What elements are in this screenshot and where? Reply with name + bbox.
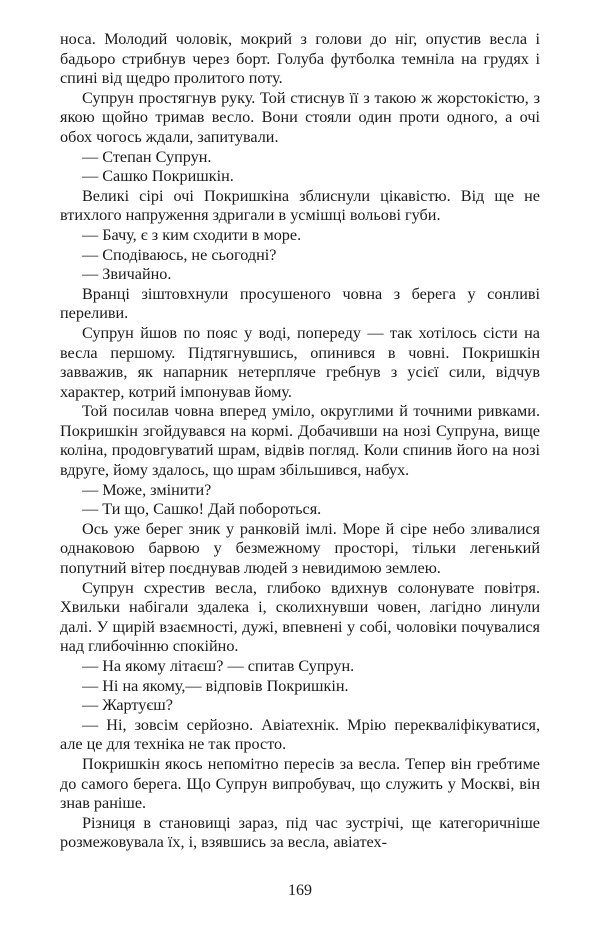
paragraph: Супрун схрестив весла, глибоко вдихнув солонувате повітря. Хвильки набігали здалека і, сколихнувши човен, лагідно линули далі. У щирій взаємності, дужі, впевнені у собі, чоловіки почувалися над глибочінню спокійно.	[60, 578, 540, 656]
paragraph: — На якому літаєш? — спитав Супрун.	[82, 657, 355, 675]
paragraph: — Може, змінити?	[82, 480, 212, 499]
paragraph: — Степан Супрун.	[82, 147, 212, 166]
paragraph: Супрун йшов по пояс у воді, попереду — так хотілось сісти на весла першому. Підтягнувшись, опинився в човні. Покришкін завважив, як напарник нетерпляче гребнув з усієї сили, відчув характер, котрий імпонував йому.	[60, 323, 540, 401]
paragraph: Ось уже берег зник у ранковій імлі. Море й сіре небо зливалися однаковою барвою у безмежному просторі, тільки легенький попутний вітер поєднував людей з невидимою землею.	[60, 519, 540, 578]
paragraph: — Ти що, Сашко! Дай побороться.	[82, 500, 322, 519]
paragraph: Покришкін якось непомітно пересів за весла. Тепер він гребтиме до самого берега. Що Супрун випробувач, що служить у Москві, він знав раніше.	[60, 754, 540, 813]
paragraph: — Звичайно.	[82, 265, 172, 284]
page-text-body	[60, 30, 540, 853]
paragraph: Супрун простягнув руку. Той стиснув її з такою ж жорстокістю, з якою щойно тримав весло. Вони стояли один проти одного, а очі обох чогось ждали, запитували.	[60, 88, 540, 146]
paragraph: Той посилав човна вперед уміло, округлими й точними ривками. Покришкін згойдувався на кормі. Добачивши на нозі Супруна, вище коліна, продовгуватий шрам, відвів погляд. Коли спинив його на нозі вдруге, йому здалось, що шрам збільшився, набух.	[60, 402, 540, 480]
paragraph: Різниця в становищі зараз, під час зустрічі, ще категоричніше розмежовувала їх, і, взявшись за весла, авіатех-	[60, 813, 540, 852]
paragraph: Великі сірі очі Покришкіна зблиснули цікавістю. Від ще не втихлого напруження здригали в усмішці вольові губи.	[60, 186, 540, 225]
paragraph: — Жартуєш?	[82, 696, 173, 715]
paragraph: — Ні на якому,— відповів Покришкін.	[82, 676, 349, 695]
paragraph: — Бачу, є з ким сходити в море.	[82, 225, 302, 244]
paragraph: Вранці зіштовхнули просушеного човна з берега у сонливі переливи.	[60, 284, 540, 323]
paragraph: — Сподіваюсь, не сьогодні?	[82, 245, 277, 264]
page-number: 169	[288, 882, 312, 899]
paragraph: носа. Молодий чоловік, мокрий з голови до ніг, опустив весла і бадьоро стрибнув через борт. Голуба футболка темніла на грудях і спині від щедро пролитого поту.	[60, 30, 540, 88]
paragraph: — Сашко Покришкін.	[82, 167, 234, 186]
paragraph: — Ні, зовсім серйозно. Авіатехнік. Мрію перекваліфікуватися, але це для техніка не так просто.	[60, 715, 540, 754]
